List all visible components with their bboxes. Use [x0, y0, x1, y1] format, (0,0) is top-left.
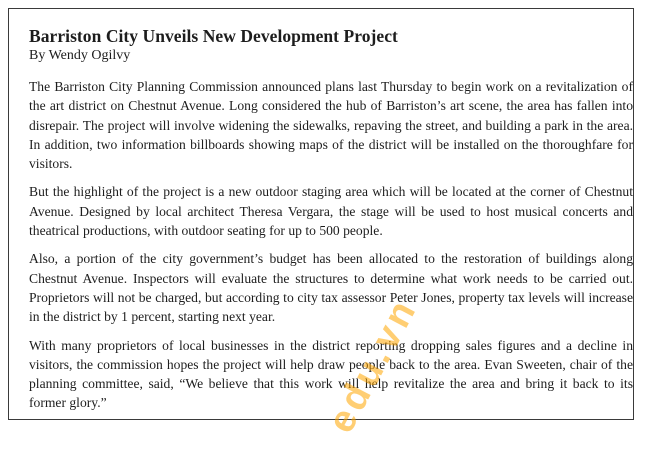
watermark-text: edu.vn	[320, 290, 426, 440]
article-byline: By Wendy Ogilvy	[29, 48, 131, 63]
article-title: Barriston City Unveils New Development Project	[29, 26, 398, 46]
article-paragraph-2: But the highlight of the project is a new outdoor staging area which will be located at the corner of Chestnut Avenue. Designed by local architect Theresa Vergara, the stage will be used to host musical concerts and theatrical productions, with outdoor seating for up to 500 people.	[29, 184, 633, 239]
article-content	[29, 26, 633, 413]
article-paragraph-1: The Barriston City Planning Commission announced plans last Thursday to begin work on a revitalization of the art district on Chestnut Avenue. Long considered the hub of Barriston’s art scene, the area has fallen into disrepair. The project will involve widening the sidewalks, repaving the street, and building a park in the area. In addition, two information billboards showing maps of the district will be installed on the thoroughfare for visitors.	[29, 79, 633, 172]
article-paragraph-4: With many proprietors of local businesses in the district reporting dropping sales figures and a decline in visitors, the commission hopes the project will help draw people back to the area. Evan Sweeten, chair of the planning committee, said, “We believe that this work will help revitalize the area and bring it back to its former glory.”	[29, 337, 633, 411]
article-frame	[8, 8, 634, 420]
article-paragraph-3: Also, a portion of the city government’s budget has been allocated to the restoration of buildings along Chestnut Avenue. Inspectors will evaluate the structures to determine what work needs to be carried out. Proprietors will not be charged, but according to city tax assessor Peter Jones, property tax levels will increase in the district by 1 percent, starting next year.	[29, 251, 633, 325]
